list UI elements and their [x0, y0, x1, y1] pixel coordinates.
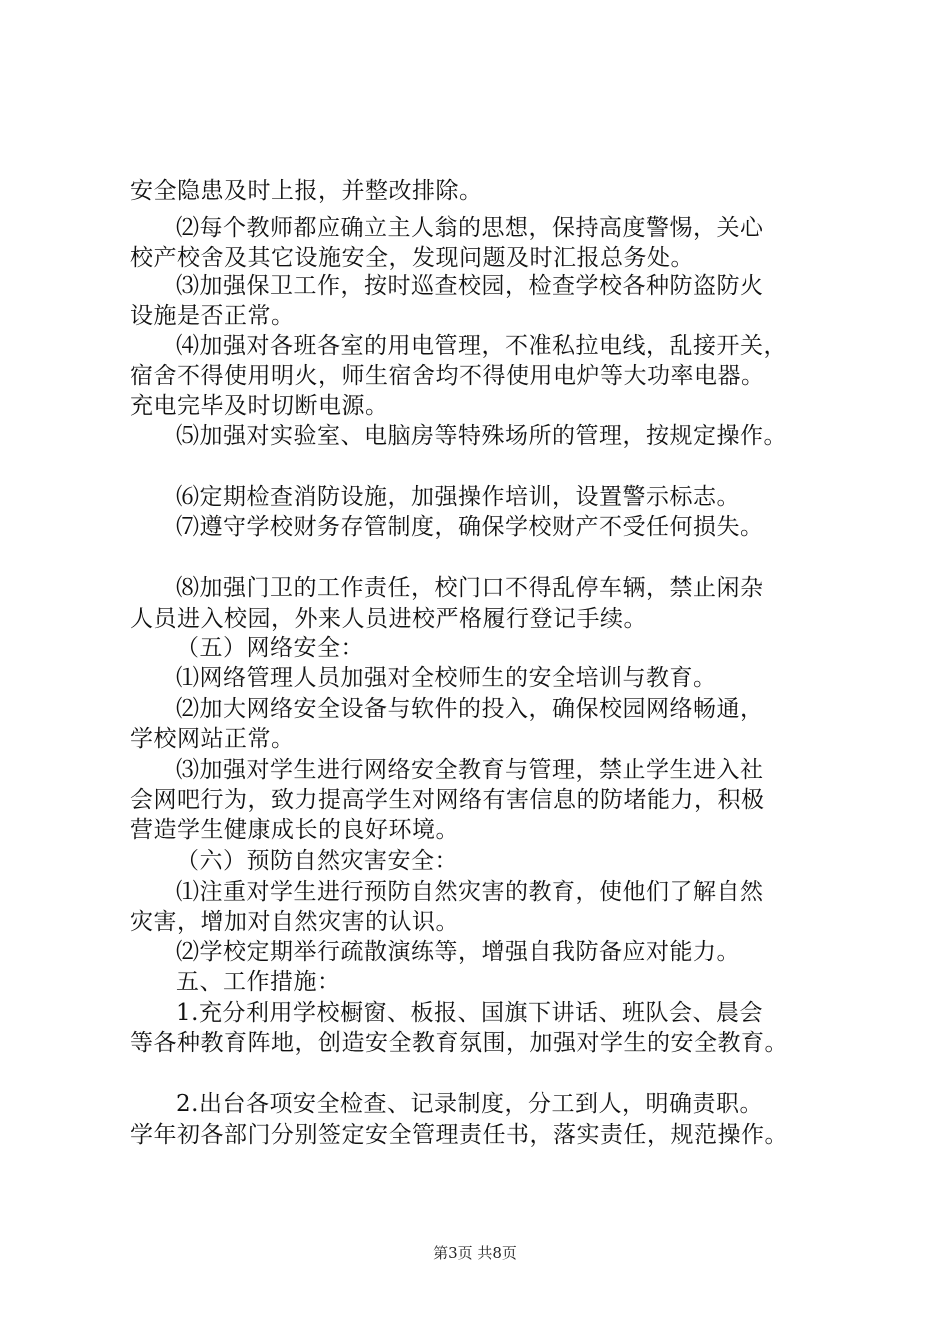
text-line: 充电完毕及时切断电源。 — [130, 393, 389, 419]
text-line: 校产校舍及其它设施安全，发现问题及时汇报总务处。 — [130, 245, 694, 271]
text-line: 2.出台各项安全检查、记录制度，分工到人，明确责职。 — [176, 1091, 763, 1117]
text-line: ⑴注重对学生进行预防自然灾害的教育，使他们了解自然 — [176, 879, 764, 905]
text-line: ⑹定期检查消防设施，加强操作培训，设置警示标志。 — [176, 484, 740, 510]
text-line: 宿舍不得使用明火，师生宿舍均不得使用电炉等大功率电器。 — [130, 363, 765, 389]
section-heading: （六）预防自然灾害安全： — [176, 848, 458, 874]
text-line: ⑵加大网络安全设备与软件的投入，确保校园网络畅通， — [176, 696, 764, 722]
page-footer: 第3页 共8页 — [433, 1244, 517, 1262]
text-line: 人员进入校园，外来人员进校严格履行登记手续。 — [130, 606, 647, 632]
text-line: ⑶加强保卫工作，按时巡查校园，检查学校各种防盗防火 — [176, 273, 764, 299]
section-heading: 五、工作措施： — [176, 969, 341, 995]
text-line: 1.充分利用学校橱窗、板报、国旗下讲话、班队会、晨会 — [176, 1000, 763, 1026]
text-line: 学校网站正常。 — [130, 726, 295, 752]
text-line: 营造学生健康成长的良好环境。 — [130, 817, 459, 843]
text-line: ⑸加强对实验室、电脑房等特殊场所的管理，按规定操作。 — [176, 423, 787, 449]
text-line: 会网吧行为，致力提高学生对网络有害信息的防堵能力，积极 — [130, 787, 765, 813]
text-line: ⑻加强门卫的工作责任，校门口不得乱停车辆，禁止闲杂 — [176, 575, 764, 601]
text-line: ⑶加强对学生进行网络安全教育与管理，禁止学生进入社 — [176, 757, 764, 783]
text-line: 学年初各部门分别签定安全管理责任书，落实责任，规范操作。 — [130, 1122, 788, 1148]
text-line: ⑷加强对各班各室的用电管理，不准私拉电线，乱接开关， — [176, 333, 787, 359]
text-line: 等各种教育阵地，创造安全教育氛围，加强对学生的安全教育。 — [130, 1030, 788, 1056]
text-line: ⑵学校定期举行疏散演练等，增强自我防备应对能力。 — [176, 939, 740, 965]
text-line: ⑺遵守学校财务存管制度，确保学校财产不受任何损失。 — [176, 514, 764, 540]
section-heading: （五）网络安全： — [176, 635, 364, 661]
text-line: ⑵每个教师都应确立主人翁的思想，保持高度警惕，关心 — [176, 215, 764, 241]
text-line: ⑴网络管理人员加强对全校师生的安全培训与教育。 — [176, 665, 717, 691]
text-line: 设施是否正常。 — [130, 303, 295, 329]
text-line: 安全隐患及时上报，并整改排除。 — [130, 178, 483, 204]
text-line: 灾害，增加对自然灾害的认识。 — [130, 909, 459, 935]
